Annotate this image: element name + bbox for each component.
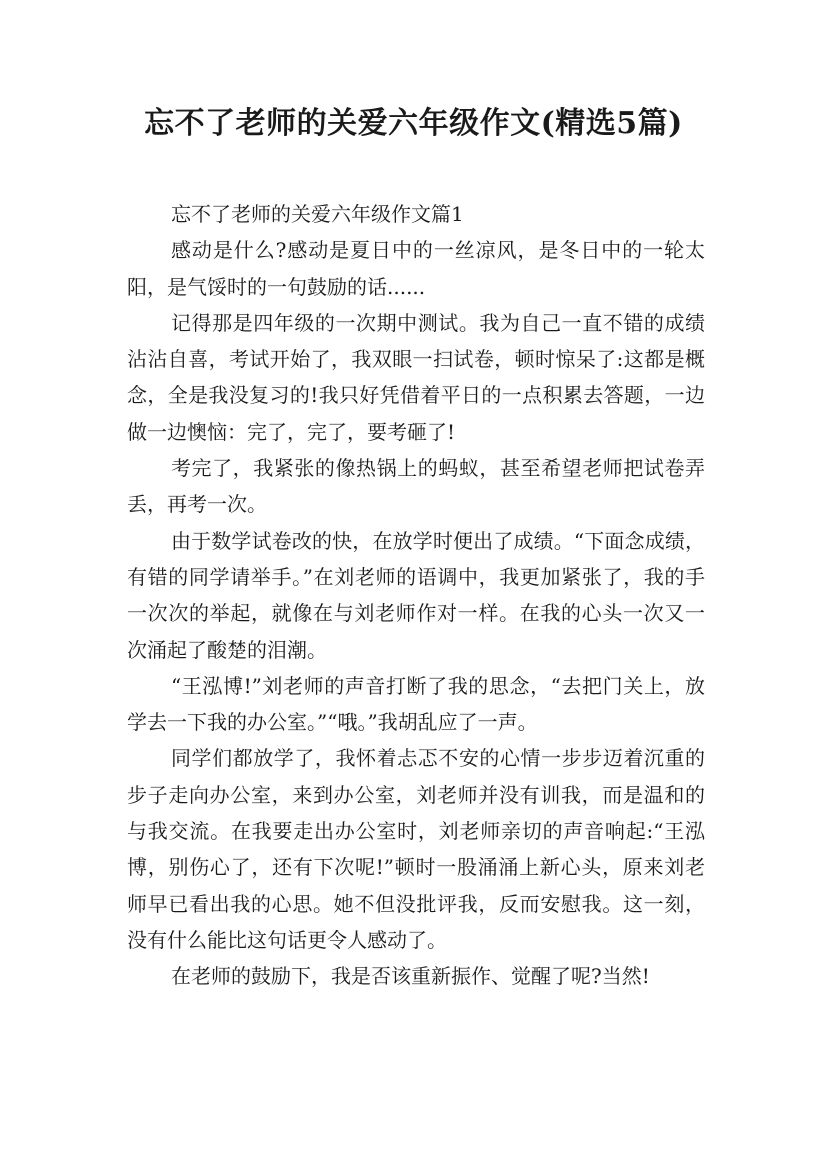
paragraph: “王泓博!”刘老师的声音打断了我的思念，“去把门关上，放学去一下我的办公室。”“哦。”我胡乱应了一声。 — [127, 673, 705, 735]
paragraph: 记得那是四年级的一次期中测试。我为自己一直不错的成绩沾沾自喜，考试开始了，我双眼一扫试卷，顿时惊呆了:这都是概念，全是我没复习的!我只好凭借着平日的一点积累去答题，一边做一边懊恼：完了，完了，要考砸了! — [127, 310, 705, 444]
document-title: 忘不了老师的关爱六年级作文(精选5篇) — [144, 106, 683, 141]
paragraph: 感动是什么?感动是夏日中的一丝凉风，是冬日中的一轮太阳，是气馁时的一句鼓励的话...... — [127, 238, 705, 299]
paragraph: 由于数学试卷改的快，在放学时便出了成绩。“下面念成绩，有错的同学请举手。”在刘老师的语调中，我更加紧张了，我的手一次次的举起，就像在与刘老师作对一样。在我的心头一次又一次涌起了酸楚的泪潮。 — [127, 528, 705, 662]
section-heading: 忘不了老师的关爱六年级作文篇1 — [171, 202, 464, 226]
paragraph: 同学们都放学了，我怀着忐忑不安的心情一步步迈着沉重的步子走向办公室，来到办公室，刘老师并没有训我，而是温和的与我交流。在我要走出办公室时，刘老师亲切的声音响起:“王泓博，别伤心了，还有下次呢!”顿时一股涌涌上新心头，原来刘老师早已看出我的心思。她不但没批评我，反而安慰我。这一刻，没有什么能比这句话更令人感动了。 — [127, 746, 705, 952]
paragraph: 考完了，我紧张的像热锅上的蚂蚁，甚至希望老师把试卷弄丢，再考一次。 — [127, 456, 705, 517]
document-body — [127, 196, 705, 995]
paragraph: 在老师的鼓励下，我是否该重新振作、觉醒了呢?当然! — [171, 964, 650, 989]
